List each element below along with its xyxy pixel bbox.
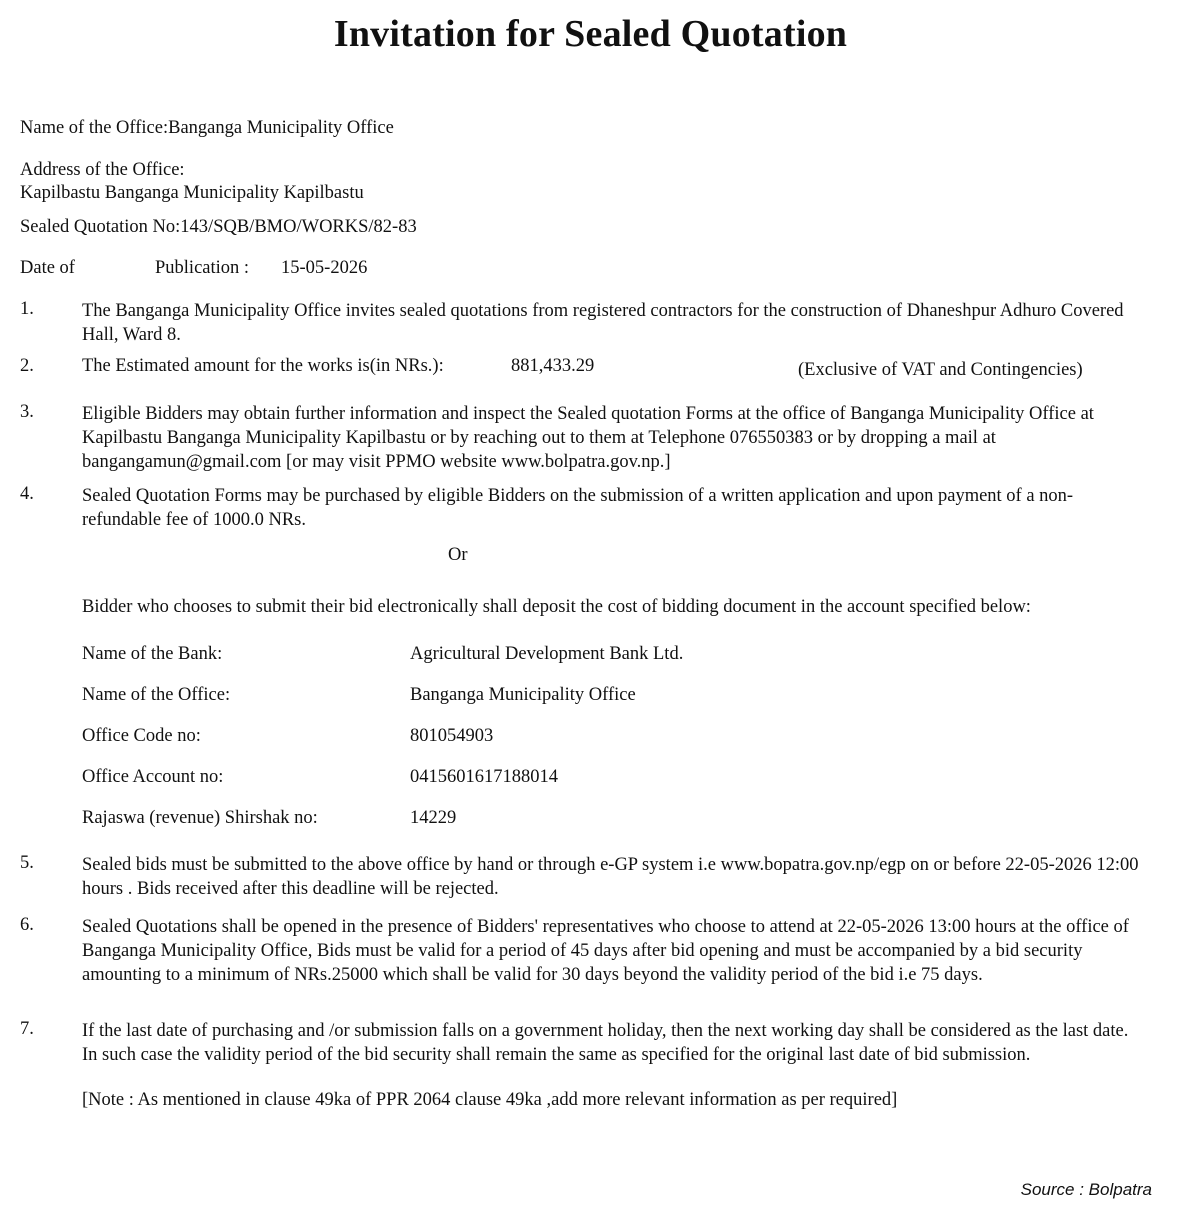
clause-text: Eligible Bidders may obtain further information and inspect the Sealed quotation Forms at the office of Banganga Municipality Office at Kapilbastu Banganga Municipality Kapilbastu or by reaching out to them at Telephone 076550383 or by dropping a mail at bangangamun@gmail.com [or may visit PPMO website www.bolpatra.gov.np.] bbox=[82, 404, 1094, 472]
publication-date-label: Date of bbox=[20, 258, 75, 278]
clause-text: Sealed bids must be submitted to the above office by hand or through e-GP system i.e www.bopatra.gov.np/egp on or before 22-05-2026 12:00 hours . Bids received after this deadline will be rejected. bbox=[82, 855, 1139, 899]
office-name: Name of the Office:Banganga Municipality Office bbox=[20, 118, 394, 138]
clause-text: Sealed Quotation Forms may be purchased by eligible Bidders on the submission of a written application and upon payment of a non-refundable fee of 1000.0 NRs. bbox=[82, 486, 1074, 530]
publication-date: 15-05-2026 bbox=[281, 258, 368, 278]
clause-text: If the last date of purchasing and /or submission falls on a government holiday, then the next working day shall be considered as the last date. In such case the validity period of the bid security shall remain the same as specified for the original last date of bid submission. bbox=[82, 1021, 1129, 1065]
clause-text: Sealed Quotations shall be opened in the presence of Bidders' representatives who choose to attend at 22-05-2026 13:00 hours at the office of Banganga Municipality Office, Bids must be valid for a period of 45 days after bid opening and must be accompanied by a bid security amounting to a minimum of NRs.25000 which shall be valid for 30 days beyond the validity period of the bid i.e 75 days. bbox=[82, 917, 1129, 985]
electronic-submission-text: Bidder who chooses to submit their bid electronically shall deposit the cost of bidding document in the account specified below: bbox=[82, 597, 1031, 617]
clause-note: [Note : As mentioned in clause 49ka of PPR 2064 clause 49ka ,add more relevant information as per required] bbox=[82, 1090, 898, 1110]
estimated-amount-label: The Estimated amount for the works is(in NRs.): bbox=[82, 356, 444, 376]
address-label: Address of the Office: bbox=[20, 160, 185, 180]
clause-number: 7. bbox=[20, 1019, 34, 1039]
bank-name-label: Name of the Bank: bbox=[82, 644, 223, 664]
office-code-label: Office Code no: bbox=[82, 726, 201, 746]
office-code-value: 801054903 bbox=[410, 726, 494, 746]
clause-number: 2. bbox=[20, 356, 34, 376]
document-title: Invitation for Sealed Quotation bbox=[333, 13, 848, 55]
bank-office-label: Name of the Office: bbox=[82, 685, 231, 705]
account-number-value: 0415601617188014 bbox=[410, 767, 558, 787]
estimated-amount-note: (Exclusive of VAT and Contingencies) bbox=[798, 360, 1083, 380]
account-number-label: Office Account no: bbox=[82, 767, 224, 787]
revenue-code-label: Rajaswa (revenue) Shirshak no: bbox=[82, 808, 318, 828]
estimated-amount-value: 881,433.29 bbox=[511, 356, 595, 376]
clause-number: 3. bbox=[20, 402, 34, 422]
source-credit: Source : Bolpatra bbox=[1020, 1180, 1152, 1199]
clause-number: 5. bbox=[20, 853, 34, 873]
bank-name-value: Agricultural Development Bank Ltd. bbox=[410, 644, 684, 664]
address-value: Kapilbastu Banganga Municipality Kapilbastu bbox=[20, 183, 364, 203]
publication-label: Publication : bbox=[155, 258, 250, 278]
clause-number: 6. bbox=[20, 915, 34, 935]
revenue-code-value: 14229 bbox=[410, 808, 457, 828]
quotation-number: Sealed Quotation No:143/SQB/BMO/WORKS/82-83 bbox=[20, 217, 417, 237]
bank-office-value: Banganga Municipality Office bbox=[410, 685, 636, 705]
clause-text: The Banganga Municipality Office invites sealed quotations from registered contractors for the construction of Dhaneshpur Adhuro Covered Hall, Ward 8. bbox=[82, 301, 1124, 345]
clause-number: 4. bbox=[20, 484, 34, 504]
or-separator: Or bbox=[448, 545, 468, 565]
clause-number: 1. bbox=[20, 299, 34, 319]
